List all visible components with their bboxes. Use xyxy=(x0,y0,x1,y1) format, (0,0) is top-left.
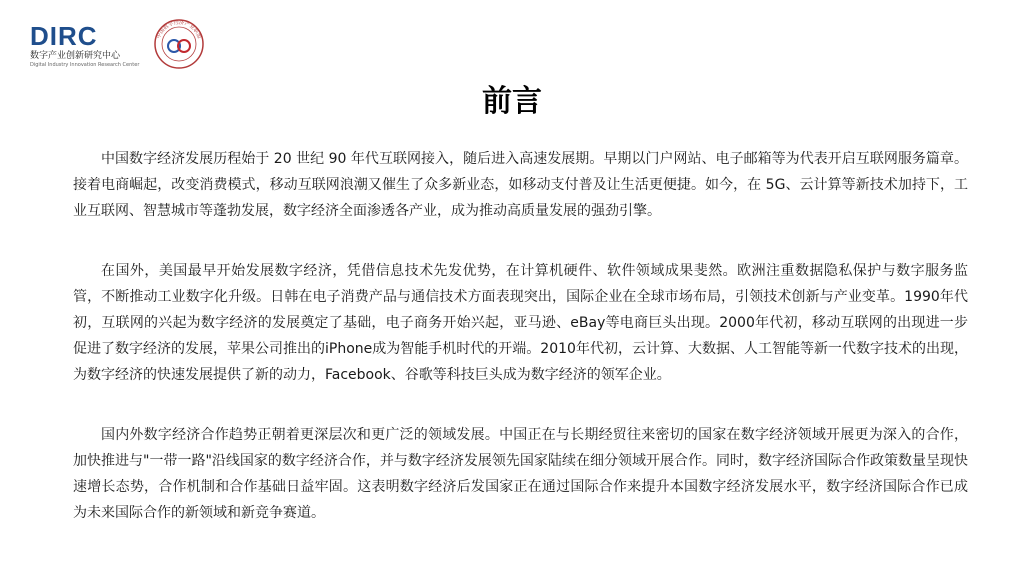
paragraph-foreign-development: 在国外，美国最早开始发展数字经济，凭借信息技术先发优势，在计算机硬件、软件领域成果斐然。欧洲注重数据隐私保护与数字服务监管，不断推动工业数字化升级。日韩在电子消费产品与通信技术方面表现突出，国际企业在全球市场布局，引领技术创新与产业变革。1990年代初，互联网的兴起为数字经济的发展奠定了基础，电子商务开始兴起，亚马逊、eBay等电商巨头出现。2000年代初，移动互联网的出现进一步促进了数字经济的发展，苹果公司推出的iPhone成为智能手机时代的开端。2010年代初，云计算、大数据、人工智能等新一代数字技术的出现，为数字经济的快速发展提供了新的动力，Facebook、谷歌等科技巨头成为数字经济的领军企业。 xyxy=(73,263,968,383)
paragraph-china-development: 中国数字经济发展历程始于 20 世纪 90 年代互联网接入，随后进入高速发展期。早期以门户网站、电子邮箱等为代表开启互联网服务篇章。接着电商崛起，改变消费模式，移动互联网浪潮又催生了众多新业态，如移动支付普及让生活更便捷。如今，在 5G、云计算等新技术加持下，工业互联网、智慧城市等蓬勃发展，数字经济全面渗透各产业，成为推动高质量发展的强劲引擎。 xyxy=(73,151,968,219)
page-title: 前言 xyxy=(482,84,542,119)
paragraph-international-cooperation: 国内外数字经济合作趋势正朝着更深层次和更广泛的领域发展。中国正在与长期经贸往来密切的国家在数字经济领域开展更为深入的合作，加快推进与"一带一路"沿线国家的数字经济合作，并与数字经济发展领先国家陆续在细分领域开展合作。同时，数字经济国际合作政策数量呈现快速增长态势，合作机制和合作基础日益牢固。这表明数字经济后发国家正在通过国际合作来提升本国数字经济发展水平，数字经济国际合作已成为未来国际合作的新领域和新竞争赛道。 xyxy=(73,427,968,521)
alliance-seal-icon xyxy=(153,18,205,70)
dirc-logo-en: Digital Industry Innovation Research Center xyxy=(30,62,140,68)
dirc-logo-cn: 数字产业创新研究中心 xyxy=(30,51,121,61)
seal-text: 中国数字经济产业联盟 xyxy=(155,19,203,40)
dirc-logo xyxy=(30,23,150,69)
header xyxy=(30,19,203,70)
dirc-logo-text xyxy=(30,23,150,49)
document-body xyxy=(73,146,968,560)
svg-text:中国数字经济产业联盟 xyxy=(154,18,204,40)
dirc-logo-text-value: DIRC xyxy=(30,21,98,51)
